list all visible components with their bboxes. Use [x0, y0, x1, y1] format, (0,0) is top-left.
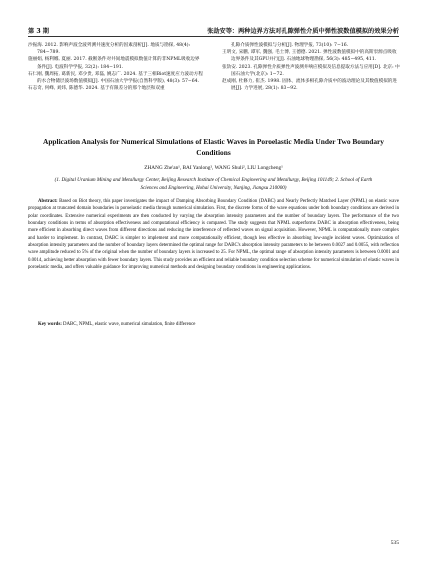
page-header — [28, 24, 399, 37]
reference-item: 张劼安. 2023. 孔隙弹性介质弹性声波测井响应模拟及信息提取方法与应用[D]. 北京: 中国石油大学(北京): 1−72. — [222, 64, 400, 77]
reference-item: 孔隙介质弹性波模拟与分析[J]. 物理学报, 73(10): 7−16. — [231, 43, 349, 48]
references-right-column — [222, 42, 400, 92]
reference-item: 赵成刚, 杜修力, 崔杰. 1998. 固体、流体多相孔隙介质中的波动理论及其数值模拟的进展[J]. 力学进展, 28(1): 83−92. — [222, 79, 397, 92]
page-number: 535 — [390, 540, 399, 546]
keywords — [38, 322, 398, 327]
reference-item: 沙振海. 2012. 影响声波全波列测井速度分析的因素剖析[J]. 地质与勘探, 48(4): 784−789. — [28, 43, 191, 56]
abstract-text: Based on Biot theory, this paper investigates the impact of Damping Absorbing Boundary Condition (DABC) and Nearly Perfectly Matched Layer (NPML) on elastic wave propagation at truncated domain boundaries in poroelastic media through numerical simulation. First, the discrete forms of the wave equations under both boundary conditions are derived in polar coordinates. Extensive numerical experiments are then conducted by varying the absorption intensity parameters and the number of boundary layers. The performance of the two boundary conditions in terms of absorption effectiveness and computational efficiency is compared. The study suggests that NPML outperforms DABC in absorption effectiveness, being more efficient in absorbing direct waves from different directions and reducing the interference of reflected waves on signal acquisition. However, NPML is computationally more complex and harder to implement. In contrast, DABC is simpler to implement and more computationally efficient, though less effective in absorbing low-angle incident waves. Optimization of absorption intensity parameters and the number of boundary layers determined the optimal range for DABC's absorption intensity parameters to be between 0.0027 and 0.0055, with reflection wave amplitude reduced to 5% of the original when the number of boundary layers is increased to 25. For NPML, the optimal range of absorption intensity parameters is between 0.0001 and 0.0014, achieving better absorption with fewer boundary layers. This study provides an efficient and reliable boundary condition selection scheme for numerical simulation of elastic waves in poroelastic media, and offers valuable guidance for improving numerical methods and designing boundary conditions in engineering applications. — [28, 199, 399, 271]
reference-item: 石志奇, 何峰, 刘炜, 陈德华. 2024. 基于有限差分的那个地层和双重 — [28, 86, 165, 92]
keywords-label: Key words: — [38, 322, 62, 327]
abstract-label: Abstract: — [38, 199, 58, 204]
issue-label: 第 3 期 — [28, 28, 49, 35]
running-title: 张劼安等：两种边界方法对孔隙弹性介质中弹性波数值模拟的效果分析 — [207, 28, 399, 35]
reference-item: 王明文, 宋鹏, 谭军, 魏强, 毛士博, 王德德. 2021. 弹性波数值模拟中的高斯泵源点吸收边界条件及其GPU并行[J]. 石油地球物理勘探, 56(3): 485−495, 411. — [222, 50, 397, 63]
author-list: ZHANG Zhe'an¹, BAI Yanlong², WANG Shuli², LIU Longcheng¹ — [144, 165, 283, 171]
reference-item: 石仁刚, 魏周拓, 葛新民, 邓少贵, 邓磊, 姚志广. 2024. 基于三相Biot速度应力波动方程的水合物储层波场数值模拟[J]. 中国石油大学学报(自然科学版), 48(3): 57−64. — [28, 71, 203, 85]
reference-item: 施丽娟, 杨利娜, 夏丽. 2017. 截断条件对井间地震模拟数值计算的非NPML吸收边界条件[J]. 电波科学学报, 32(2): 184−191. — [28, 57, 200, 70]
affiliations: (1. Digital Uranium Mining and Metallurgy Center, Beijing Research Institute of Chemical Engineering and Metallurgy, Beijing 101149; 2. School of Earth Sciences and Engineering, Hohai University, Nanjing, Jiangsu 210000) — [54, 177, 373, 191]
references-left-column — [28, 42, 204, 92]
keywords-text: DABC, NPML, elastic wave, numerical simulation, finite difference — [63, 322, 196, 327]
abstract — [28, 198, 399, 271]
english-title: Application Analysis for Numerical Simulations of Elastic Waves in Poroelastic Media Under Two Boundary Conditions — [42, 137, 385, 157]
